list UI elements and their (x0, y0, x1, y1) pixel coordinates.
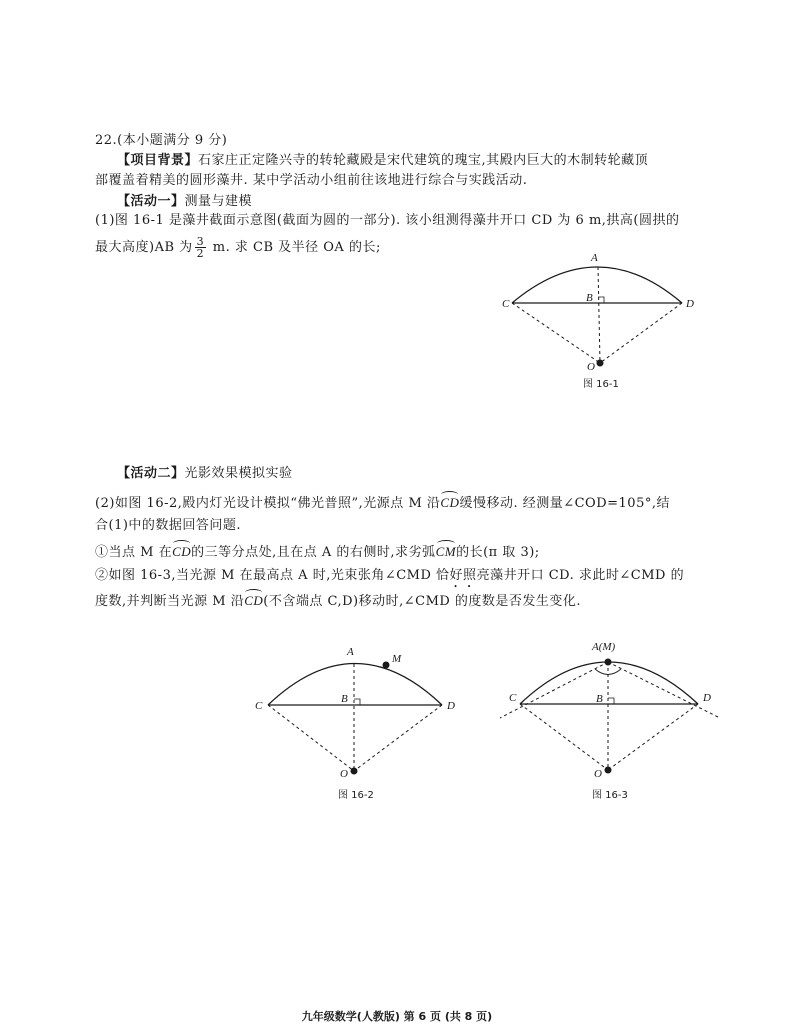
fig1-segment-do (600, 303, 682, 363)
background-line-1 (117, 152, 648, 170)
fig2-label-m: M (392, 653, 402, 665)
fig3-segment-co (520, 704, 608, 770)
fig2-right-angle-mark (354, 699, 360, 705)
fig2-point-o (351, 768, 358, 775)
fig3-label-c: C (509, 692, 517, 704)
fig2-label-a: A (347, 646, 354, 658)
fig3-label-o: O (594, 768, 602, 780)
sub1-arc-cd: CD (172, 544, 192, 559)
question2-text-b: 缓慢移动. 经测量∠COD=105°,结 (459, 496, 670, 511)
fraction-denominator: 2 (196, 247, 205, 260)
fig2-point-m (383, 662, 390, 669)
figure-16-3 (495, 632, 730, 807)
fig1-segment-co (512, 303, 600, 363)
fig1-label-b: B (586, 292, 593, 304)
question1-text-b: m. 求 CB 及半径 OA 的长; (208, 240, 381, 255)
fig1-label-o: O (587, 361, 595, 373)
question2-text-a: (2)如图 16-2,殿内灯光设计模拟“佛光普照”,光源点 M 沿 (95, 496, 441, 511)
fig2-label-o: O (340, 768, 348, 780)
fig3-label-am: A(M) (592, 641, 616, 653)
question1-line-1: (1)图 16-1 是藻井截面示意图(截面为圆的一部分). 该小组测得藻井开口 CD 为 6 m,拱高(圆拱的 (95, 213, 680, 228)
fig3-segment-do (608, 704, 698, 770)
fig1-segment-ao (598, 267, 600, 363)
fraction-three-halves (195, 236, 207, 259)
sub1-text-c: 的长(π 取 3); (456, 545, 540, 560)
question2-line-1 (95, 494, 670, 513)
page-footer: 九年级数学(人教版) 第 6 页 (共 8 页) (301, 1010, 493, 1023)
fig3-label-d: D (703, 692, 711, 704)
fraction-numerator: 3 (196, 235, 205, 248)
background-label: 【项目背景】 (117, 153, 199, 168)
activity1-label: 【活动一】 (117, 194, 185, 209)
problem-header: 22.(本小题满分 9 分) (95, 133, 228, 148)
subquestion-1 (95, 543, 540, 562)
figure-16-2 (250, 640, 470, 805)
fig2-label-b: B (341, 693, 348, 705)
fig3-right-angle-mark (608, 698, 614, 704)
fig2-caption: 图 16-2 (338, 790, 374, 801)
background-text-1: 石家庄正定隆兴寺的转轮藏殿是宋代建筑的瑰宝,其殿内巨大的木制转轮藏顶 (198, 153, 649, 168)
activity2-heading (117, 465, 293, 483)
fig2-label-c: C (255, 700, 263, 712)
fig1-point-o (597, 360, 604, 367)
question1-line-2 (95, 236, 381, 259)
sub1-text-b: 的三等分点处,且在点 A 的右侧时,求劣弧 (191, 545, 436, 560)
fig2-segment-co (268, 705, 354, 771)
arc-cd-notation: CD (440, 495, 460, 510)
activity2-label: 【活动二】 (117, 466, 185, 481)
sub3-text-a: 度数,并判断当光源 M 沿 (95, 594, 245, 609)
fig1-label-c: C (502, 298, 510, 310)
activity1-title: 测量与建模 (184, 194, 253, 209)
fig2-segment-do (354, 705, 442, 771)
fig3-ray-md (608, 662, 720, 718)
sub2-text-b: 亮藻井开口 CD. 求此时∠CMD 的 (476, 568, 685, 583)
question1-text-a: 最大高度)AB 为 (95, 240, 193, 255)
sub3-arc-cd: CD (244, 593, 264, 608)
background-text-2: 部覆盖着精美的圆形藻井. 某中学活动小组前往该地进行综合与实践活动. (95, 173, 528, 188)
fig3-point-o (605, 767, 612, 774)
fig3-label-b: B (596, 693, 603, 705)
sub1-text-a: ①当点 M 在 (95, 545, 173, 560)
fig1-arc-cd (512, 267, 682, 303)
sub3-text-b: (不含端点 C,D)移动时,∠CMD 的度数是否发生变化. (263, 594, 582, 609)
sub2-emphasis: 好照 (449, 568, 477, 583)
fig2-label-d: D (447, 700, 455, 712)
fig3-ray-mc (500, 662, 608, 718)
fig1-label-d: D (686, 298, 694, 310)
subquestion-2-line-1 (95, 567, 684, 591)
activity2-title: 光影效果模拟实验 (184, 466, 293, 481)
fig3-caption: 图 16-3 (592, 790, 628, 801)
question2-line-2: 合(1)中的数据回答问题. (95, 518, 242, 533)
subquestion-2-line-2 (95, 592, 581, 611)
activity1-heading (117, 193, 252, 211)
fig1-label-a: A (591, 252, 598, 264)
sub1-arc-cm: CM (435, 544, 457, 559)
sub2-text-a: ②如图 16-3,当光源 M 在最高点 A 时,光束张角∠CMD 恰 (95, 568, 450, 583)
fig1-caption: 图 16-1 (583, 379, 619, 390)
fig3-point-am (605, 659, 612, 666)
figure-16-1 (490, 245, 710, 395)
